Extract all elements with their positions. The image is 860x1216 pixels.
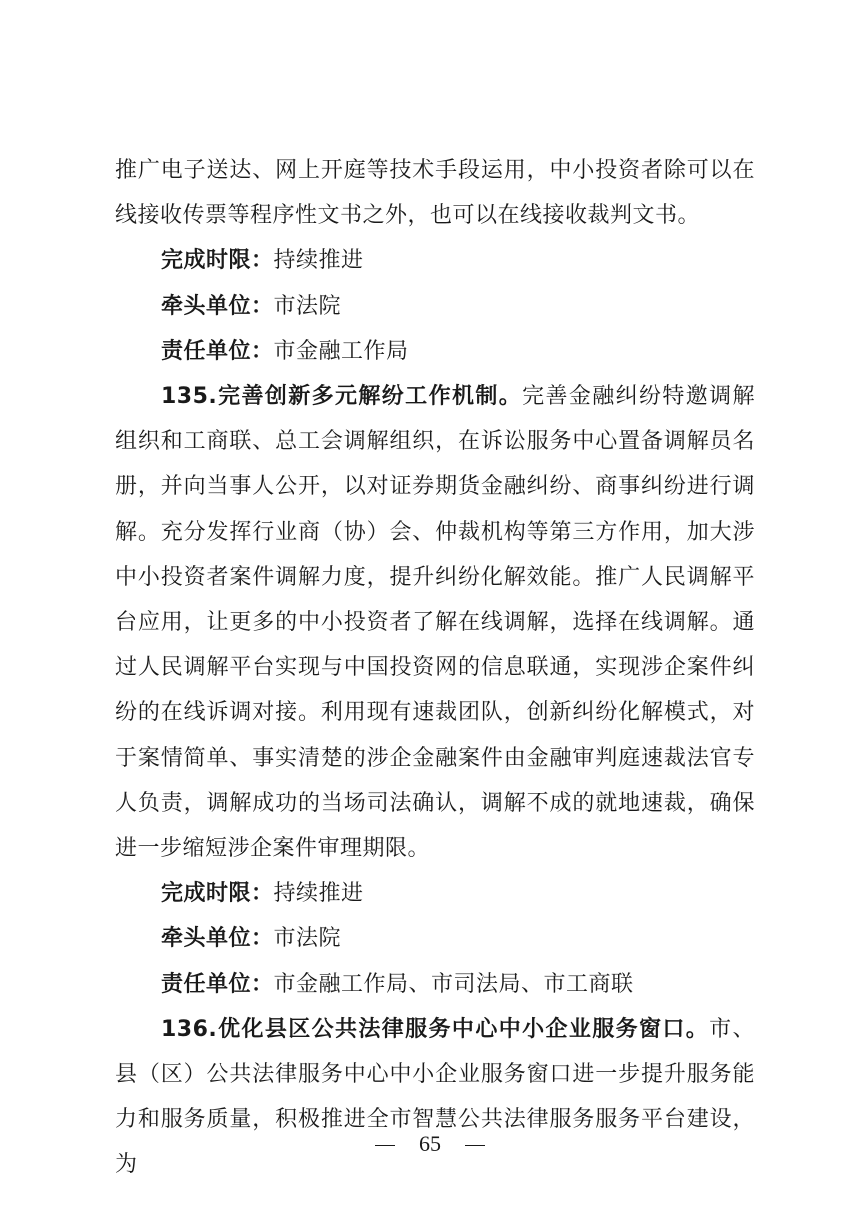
item-135-paragraph — [115, 374, 755, 871]
completion-time-row — [115, 238, 755, 283]
completion-time-label: 完成时限： — [161, 248, 274, 274]
intro-paragraph: 推广电子送达、网上开庭等技术手段运用，中小投资者除可以在线接收传票等程序性文书之外，也可以在线接收裁判文书。 — [115, 158, 755, 229]
lead-unit-row — [115, 284, 755, 329]
lead-unit-label: 牵头单位： — [161, 293, 274, 319]
footer-dash-right — [465, 1145, 485, 1146]
completion-time-row — [115, 871, 755, 916]
lead-unit-value: 市法院 — [273, 293, 342, 319]
item-135-heading: 135.完善创新多元解纷工作机制。 — [161, 384, 523, 410]
completion-time-label: 完成时限： — [161, 881, 274, 907]
responsible-unit-label: 责任单位： — [161, 338, 274, 364]
footer-dash-left — [375, 1145, 395, 1146]
responsible-unit-row — [115, 329, 755, 374]
page-footer — [0, 1126, 860, 1162]
completion-time-value: 持续推进 — [273, 881, 364, 907]
completion-time-value: 持续推进 — [273, 248, 364, 274]
responsible-unit-row — [115, 962, 755, 1007]
responsible-unit-value: 市金融工作局 — [273, 338, 409, 364]
lead-unit-value: 市法院 — [273, 926, 342, 952]
responsible-unit-label: 责任单位： — [161, 971, 274, 997]
item-136-body: 市、县（区）公共法律服务中心中小企业服务窗口进一步提升服务能力和服务质量，积极推进全市智慧公共法律服务服务平台建设，为 — [115, 1016, 755, 1178]
item-135-body: 完善金融纠纷特邀调解组织和工商联、总工会调解组织，在诉讼服务中心置备调解员名册，并向当事人公开，以对证券期货金融纠纷、商事纠纷进行调解。充分发挥行业商（协）会、仲裁机构等第三方作用，加大涉中小投资者案件调解力度，提升纠纷化解效能。推广人民调解平台应用，让更多的中小投资者了解在线调解，选择在线调解。通过人民调解平台实现与中国投资网的信息联通，实现涉企案件纠纷的在线诉调对接。利用现有速裁团队，创新纠纷化解模式，对于案情简单、事实清楚的涉企金融案件由金融审判庭速裁法官专人负责，调解成功的当场司法确认，调解不成的就地速裁，确保进一步缩短涉企案件审理期限。 — [115, 384, 756, 862]
item-136-heading: 136.优化县区公共法律服务中心中小企业服务窗口。 — [161, 1016, 710, 1042]
lead-unit-row — [115, 916, 755, 961]
lead-unit-label: 牵头单位： — [161, 926, 274, 952]
responsible-unit-value: 市金融工作局、市司法局、市工商联 — [273, 971, 634, 997]
document-body — [115, 148, 755, 1188]
page-number: 65 — [419, 1131, 441, 1156]
